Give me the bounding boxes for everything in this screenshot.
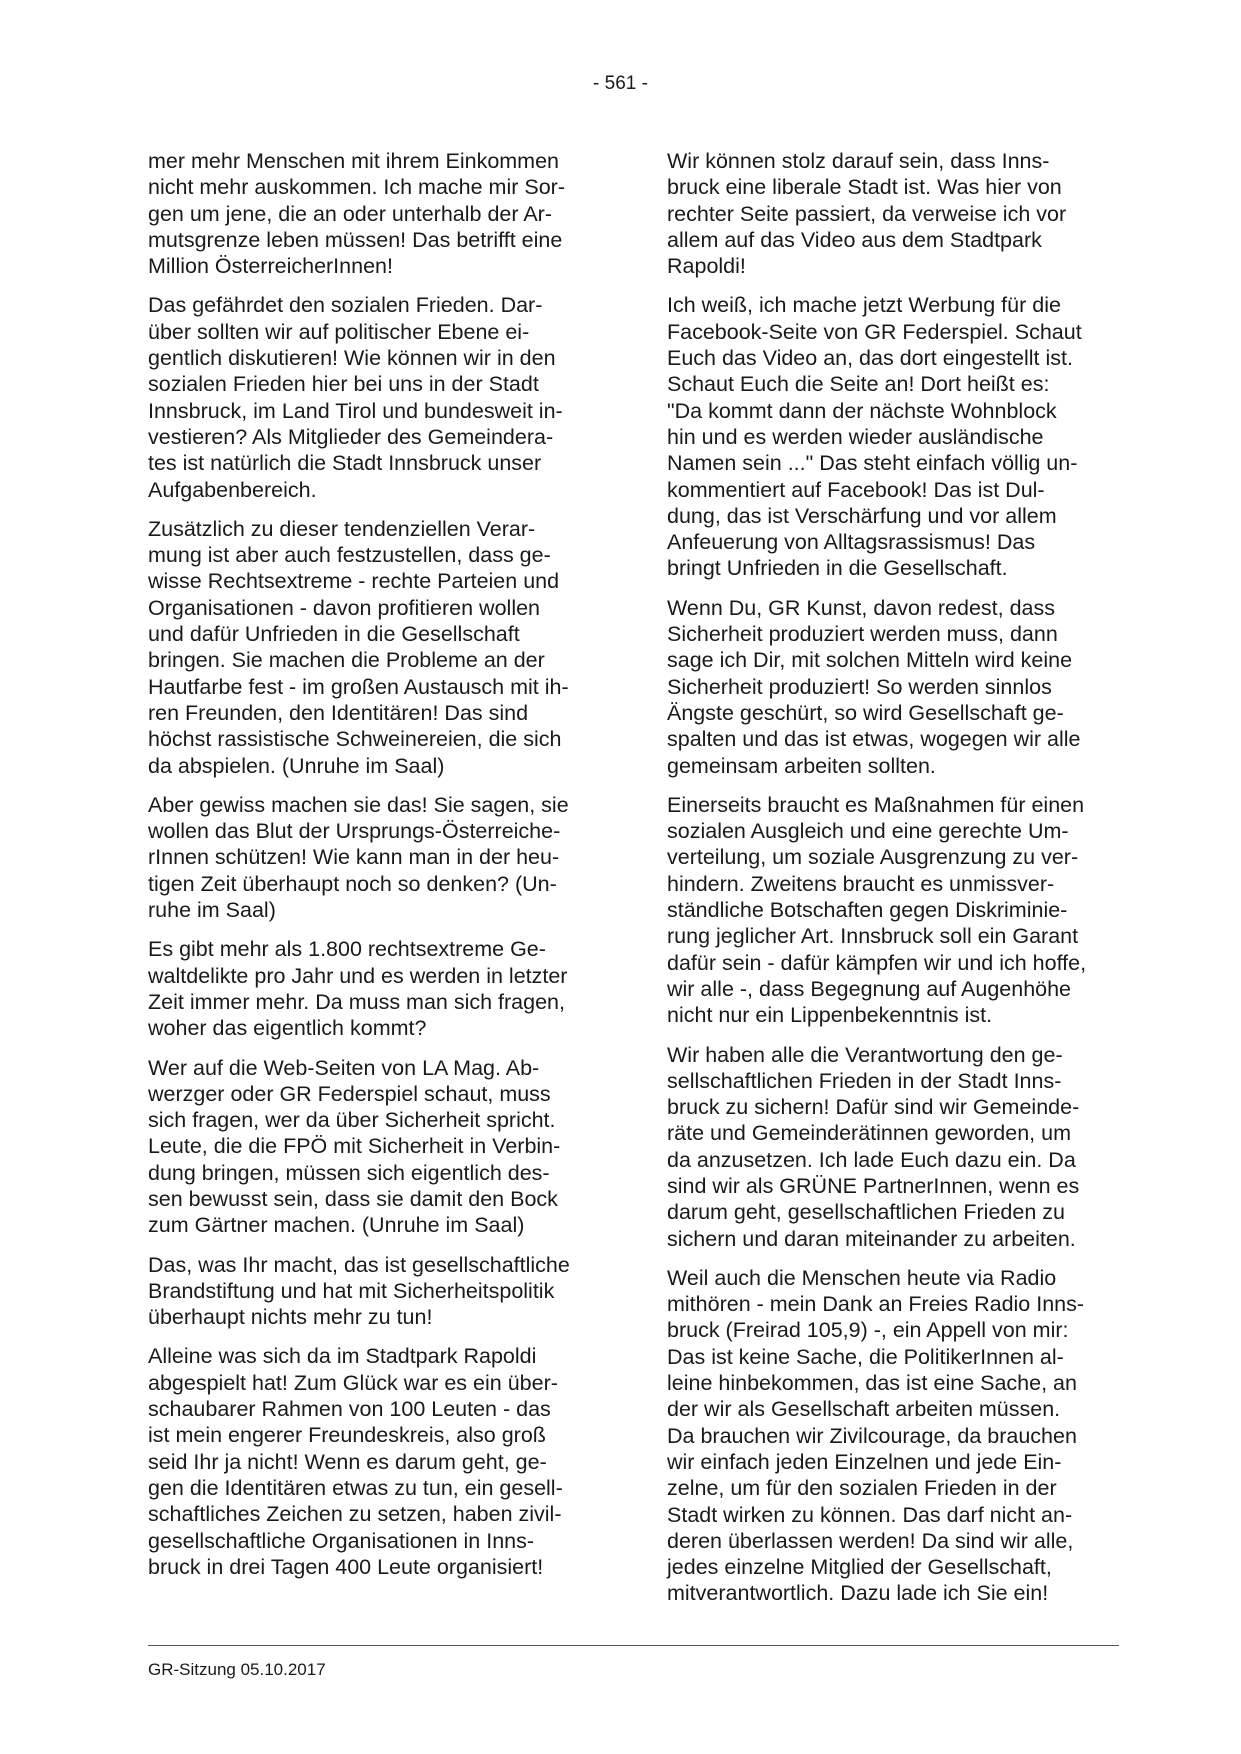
paragraph: Das gefährdet den sozialen Frieden. Dar- über sollten wir auf politischer Ebene ei- gentlich diskutieren! Wie können wir in den sozialen Frieden hier bei uns in der Stadt Innsbruck, im Land Tirol und bundesweit in- vestieren? Als Mitglieder des Gemeindera- tes ist natürlich die Stadt Innsbruck unser Aufgabenbereich. [148, 293, 563, 502]
paragraph: Weil auch die Menschen heute via Radio mithören - mein Dank an Freies Radio Inns- bruck (Freirad 105,9) -, ein Appell von mir: Das ist keine Sache, die PolitikerInnen al- leine hinbekommen, das ist eine Sache, an der wir als Gesellschaft arbeiten müssen. Da brauchen wir Zivilcourage, da brauchen wir einfach jeden Einzelnen und jede Ein- zelne, um für den sozialen Frieden in der Stadt wirken zu können. Das darf nicht an- deren überlassen werden! Da sind wir alle, jedes einzelne Mitglied der Gesellschaft, mitverantwortlich. Dazu lade ich Sie ein! [667, 1265, 1085, 1606]
right-column [667, 148, 1119, 1620]
footer-divider [148, 1645, 1119, 1646]
paragraph: Ich weiß, ich mache jetzt Werbung für die Facebook-Seite von GR Federspiel. Schaut Euch das Video an, das dort eingestellt ist. Schaut Euch die Seite an! Dort heißt es: "Da kommt dann der nächste Wohnblock hin und es werden wieder ausländische Namen sein ..." Das steht einfach völlig un- kommentiert auf Facebook! Das ist Dul- dung, das ist Verschärfung und vor allem Anfeuerung von Alltagsrassismus! Das bringt Unfrieden in die Gesellschaft. [667, 293, 1082, 581]
paragraph: Wenn Du, GR Kunst, davon redest, dass Sicherheit produziert werden muss, dann sage ich Dir, mit solchen Mitteln wird keine Sicherheit produziert! So werden sinnlos Ängste geschürt, so wird Gesellschaft ge- spalten und das ist etwas, wogegen wir alle gemeinsam arbeiten sollten. [667, 595, 1081, 778]
left-column [148, 148, 600, 1593]
paragraph: Es gibt mehr als 1.800 rechtsextreme Ge- waltdelikte pro Jahr und es werden in letzter Zeit immer mehr. Da muss man sich fragen, woher das eigentlich kommt? [148, 937, 568, 1041]
paragraph: Aber gewiss machen sie das! Sie sagen, sie wollen das Blut der Ursprungs-Österreiche- rInnen schützen! Wie kann man in der heu- tigen Zeit überhaupt noch so denken? (Un- ruhe im Saal) [148, 792, 569, 923]
footer-session-date: GR-Sitzung 05.10.2017 [148, 1660, 326, 1679]
paragraph: mer mehr Menschen mit ihrem Einkommen nicht mehr auskommen. Ich mache mir Sor- gen um jene, die an oder unterhalb der Ar- mutsgrenze leben müssen! Das betrifft eine Million ÖsterreicherInnen! [148, 149, 565, 279]
page-number: - 561 - [593, 73, 648, 94]
paragraph: Zusätzlich zu dieser tendenziellen Verar- mung ist aber auch festzustellen, dass ge- wisse Rechtsextreme - rechte Parteien und Organisationen - davon profitieren wollen und dafür Unfrieden in die Gesellschaft bringen. Sie machen die Probleme an der Hautfarbe fest - im großen Austausch mit ih- ren Freunden, den Identitären! Das sind höchst rassistische Schweinereien, die sich da abspielen. (Unruhe im Saal) [148, 516, 569, 778]
paragraph: Einerseits braucht es Maßnahmen für einen sozialen Ausgleich und eine gerechte Um- verteilung, um soziale Ausgrenzung zu ver- hindern. Zweitens braucht es unmissver- ständliche Botschaften gegen Diskriminie- rung jeglicher Art. Innsbruck soll ein Garant dafür sein - dafür kämpfen wir und ich hoffe, wir alle -, dass Begegnung auf Augenhöhe nicht nur ein Lippenbekenntnis ist. [667, 792, 1087, 1028]
paragraph: Wir können stolz darauf sein, dass Inns- bruck eine liberale Stadt ist. Was hier von rechter Seite passiert, da verweise ich vor allem auf das Video aus dem Stadtpark Rapoldi! [667, 149, 1067, 279]
paragraph: Wer auf die Web-Seiten von LA Mag. Ab- werzger oder GR Federspiel schaut, muss sich fragen, wer da über Sicherheit spricht. Leute, die die FPÖ mit Sicherheit in Verbin- dung bringen, müssen sich eigentlich des- sen bewusst sein, dass sie damit den Bock zum Gärtner machen. (Unruhe im Saal) [148, 1055, 561, 1238]
paragraph: Wir haben alle die Verantwortung den ge- sellschaftlichen Frieden in der Stadt Inns- bruck zu sichern! Dafür sind wir Gemeinde- räte und Gemeinderätinnen geworden, um da anzusetzen. Ich lade Euch dazu ein. Da sind wir als GRÜNE PartnerInnen, wenn es darum geht, gesellschaftlichen Frieden zu sichern und daran miteinander zu arbeiten. [667, 1042, 1080, 1251]
paragraph: Alleine was sich da im Stadtpark Rapoldi abgespielt hat! Zum Glück war es ein über- schaubarer Rahmen von 100 Leuten - das ist mein engerer Freundeskreis, also groß seid Ihr ja nicht! Wenn es darum geht, ge- gen die Identitären etwas zu tun, ein gesell- schaftliches Zeichen zu setzen, haben zivil- gesellschaftliche Organisationen in Inns- bruck in drei Tagen 400 Leute organisiert! [148, 1344, 563, 1579]
paragraph: Das, was Ihr macht, das ist gesellschaftliche Brandstiftung und hat mit Sicherheitspolitik überhaupt nichts mehr zu tun! [148, 1252, 570, 1330]
